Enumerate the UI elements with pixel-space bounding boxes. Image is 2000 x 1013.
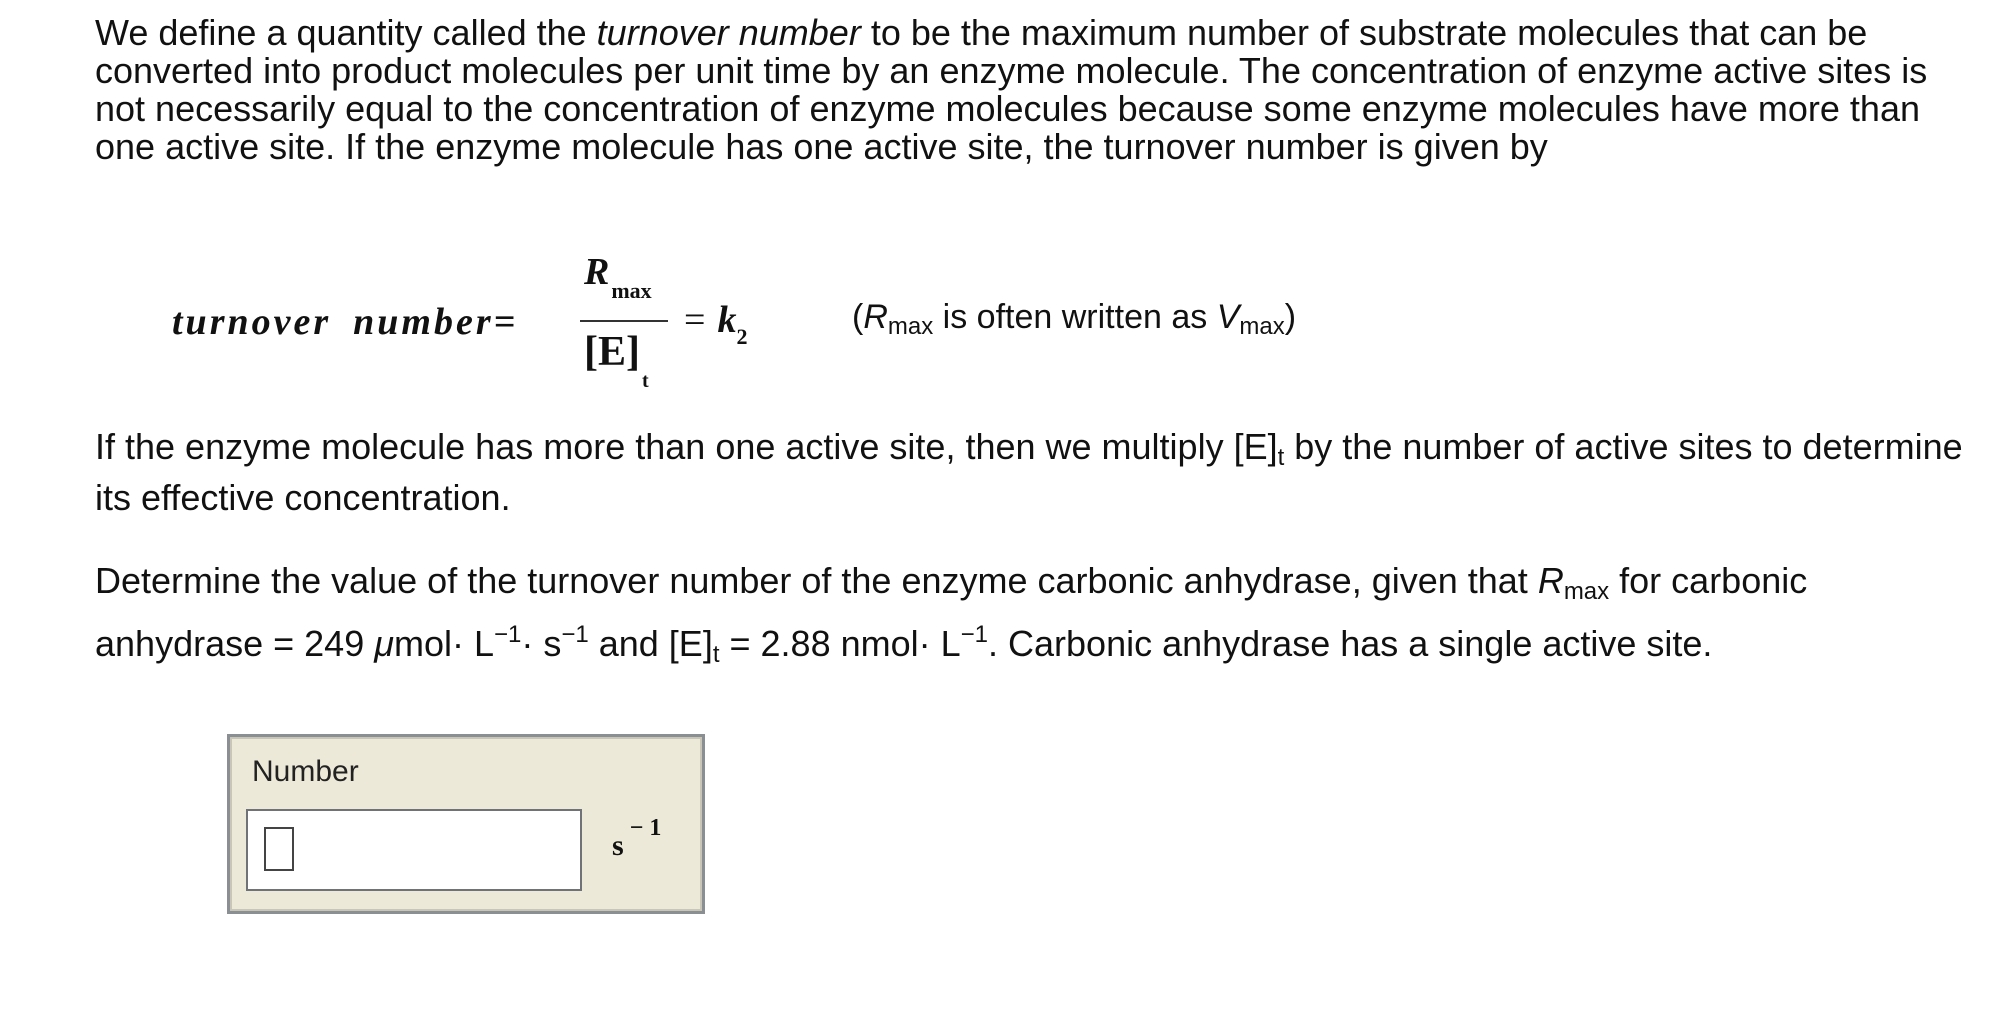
- answer-panel: [227, 734, 705, 914]
- enzyme-concentration-symbol: [E]: [584, 329, 640, 375]
- note-r-subscript: max: [887, 313, 934, 340]
- question-e-subscript: t: [712, 641, 720, 668]
- intro-paragraph: [95, 14, 1975, 166]
- mu-symbol: μ: [374, 623, 394, 664]
- turnover-formula: [172, 250, 1412, 400]
- enzyme-concentration-subscript: t: [642, 370, 649, 392]
- k2-term: [717, 299, 748, 349]
- question-text-4: · s: [521, 623, 562, 664]
- k-symbol: k: [717, 299, 737, 341]
- question-text-2: for carbonic anhydrase = 249: [95, 560, 1808, 664]
- note-open-paren: (: [852, 298, 864, 336]
- fraction-bar: [580, 320, 668, 322]
- answer-unit: [612, 815, 662, 863]
- question-paragraph: [95, 552, 1975, 678]
- question-r-subscript: max: [1563, 578, 1610, 605]
- intro-text-start: We define a quantity called the: [95, 12, 597, 53]
- input-cursor-placeholder: [264, 827, 294, 871]
- note-middle-text: is often written as: [933, 298, 1217, 336]
- rmax-subscript: max: [611, 278, 652, 303]
- question-superscript-2: −1: [561, 621, 589, 648]
- question-text-6: = 2.88 nmol· L: [719, 623, 961, 664]
- question-superscript-3: −1: [960, 621, 989, 648]
- formula-lhs: [172, 300, 518, 344]
- note-v-subscript: max: [1239, 313, 1285, 340]
- question-superscript-1: −1: [493, 621, 522, 648]
- question-text-5: and [E]: [588, 623, 713, 664]
- rmax-symbol: R: [584, 251, 610, 293]
- turnover-number-term: turnover number: [596, 12, 861, 53]
- multiple-sites-paragraph: [95, 424, 1975, 521]
- para2-text-end: by the number of active sites to determine its effective concentration.: [95, 426, 1963, 518]
- formula-equals: =: [493, 301, 519, 343]
- fraction-denominator: [584, 328, 649, 392]
- note-v-symbol: V: [1216, 298, 1240, 336]
- answer-label: Number: [252, 755, 359, 788]
- intro-text-end: to be the maximum number of substrate molecules that can be converted into product molecules per unit time by an enzyme molecule. The concentration of enzyme active sites is not necessarily equal to the concentration of enzyme molecules because some enzyme molecules have more than one active site. If the enzyme molecule has one active site, the turnover number is given by: [95, 12, 1928, 167]
- question-r-symbol: R: [1537, 560, 1564, 601]
- question-text-1: Determine the value of the turnover number of the enzyme carbonic anhydrase, given that: [95, 560, 1538, 601]
- k-subscript: 2: [736, 324, 748, 349]
- question-text-7: . Carbonic anhydrase has a single active site.: [988, 623, 1713, 664]
- para2-text-start: If the enzyme molecule has more than one active site, then we multiply [E]: [95, 426, 1278, 467]
- formula-lhs-word2: number: [353, 301, 494, 343]
- unit-exponent: − 1: [629, 815, 662, 841]
- note-r-symbol: R: [863, 298, 888, 336]
- formula-note: [852, 298, 1297, 340]
- para2-subscript: t: [1277, 444, 1285, 471]
- formula-equals-2: =: [684, 299, 706, 341]
- formula-rhs: [684, 298, 748, 349]
- answer-input[interactable]: [246, 809, 582, 891]
- formula-lhs-word1: turnover: [172, 301, 332, 343]
- question-text-3: mol· L: [393, 623, 494, 664]
- fraction-numerator: [584, 250, 652, 303]
- note-close-paren: ): [1284, 298, 1297, 336]
- unit-base: s: [612, 829, 624, 862]
